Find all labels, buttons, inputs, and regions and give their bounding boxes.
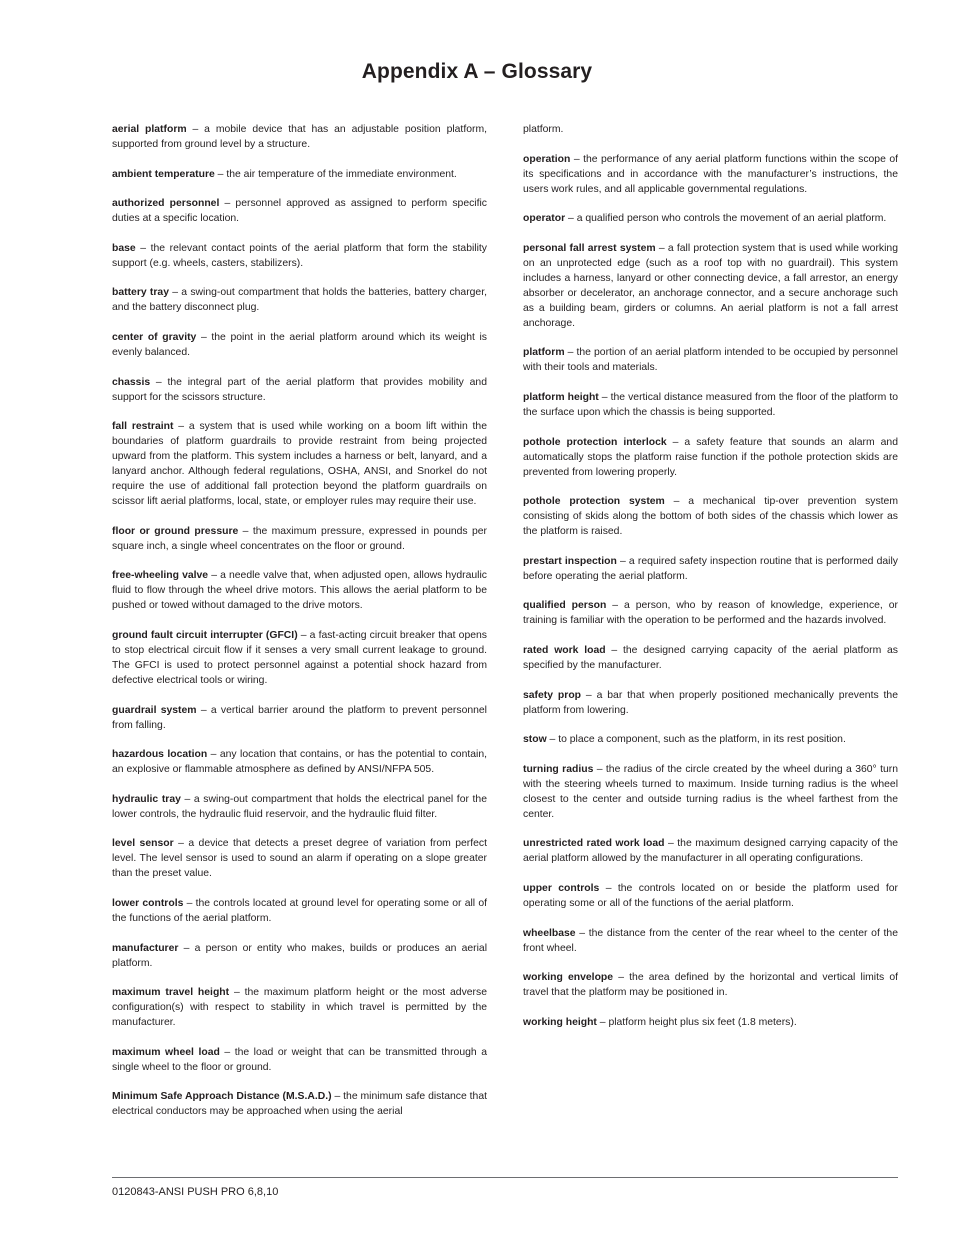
glossary-term: free-wheeling valve: [112, 570, 209, 582]
glossary-entry: [523, 732, 898, 747]
glossary-term: unrestricted rated work load: [523, 838, 665, 850]
glossary-entry: [523, 435, 898, 480]
glossary-entry: [112, 1045, 487, 1075]
glossary-definition: – the air temperature of the immediate environment.: [214, 168, 457, 180]
glossary-term: aerial platform: [112, 124, 187, 135]
glossary-entry: [112, 419, 487, 509]
glossary-entry: [523, 1015, 898, 1030]
glossary-definition: – the integral part of the aerial platform that provides mobility and support for the scissors structure.: [112, 376, 487, 403]
glossary-term: stow: [523, 734, 547, 746]
glossary-definition: – a qualified person who controls the movement of an aerial platform.: [565, 213, 887, 225]
glossary-entry: [112, 122, 487, 152]
glossary-term: safety prop: [523, 689, 582, 701]
glossary-term: fall restraint: [112, 421, 174, 433]
glossary-entry: [112, 703, 487, 733]
glossary-term: hazardous location: [112, 749, 208, 761]
glossary-definition: – a device that detects a preset degree of variation from perfect level. The level sensor is used to sound an alarm if operating on a slope greater than the preset value.: [112, 838, 487, 880]
glossary-definition: – the performance of any aerial platform functions within the scope of its specifications and in accordance with the manufacturer’s instructions, the users work rules, and all applicable governmental regulations.: [523, 153, 898, 195]
glossary-term: working envelope: [523, 972, 614, 984]
glossary-definition: – a required safety inspection routine that is performed daily before operating the aerial platform.: [523, 555, 898, 582]
glossary-entry: [523, 762, 898, 822]
glossary-term: level sensor: [112, 838, 174, 850]
glossary-definition: – the load or weight that can be transmitted through a single wheel to the floor or ground.: [112, 1046, 487, 1073]
glossary-term: authorized personnel: [112, 198, 220, 210]
glossary-term: guardrail system: [112, 704, 197, 716]
glossary-entry: [523, 643, 898, 673]
glossary-term: Minimum Safe Approach Distance (M.S.A.D.): [112, 1091, 332, 1103]
glossary-entry: [523, 970, 898, 1000]
glossary-definition: – the relevant contact points of the aerial platform that form the stability support (e.g. wheels, casters, stabilizers).: [112, 242, 487, 269]
glossary-term: platform: [523, 347, 565, 359]
glossary-term: pothole protection system: [523, 496, 665, 508]
glossary-definition: – the controls located on or beside the platform used for operating some or all of the functions of the aerial platform.: [523, 882, 899, 909]
glossary-entry: [112, 792, 487, 822]
footer-document-id: 0120843-ANSI PUSH PRO 6,8,10: [112, 1186, 279, 1198]
glossary-entry: [112, 836, 487, 881]
glossary-term: manufacturer: [112, 942, 179, 954]
glossary-entry: [523, 926, 898, 956]
glossary-term: lower controls: [112, 897, 184, 909]
glossary-term: base: [112, 242, 136, 254]
glossary-entry: [112, 196, 487, 226]
glossary-term: upper controls: [523, 882, 600, 894]
glossary-entry: [112, 1089, 487, 1119]
glossary-definition: – the designed carrying capacity of the aerial platform as specified by the manufacturer.: [523, 644, 899, 671]
glossary-definition: – the maximum platform height or the most adverse configuration(s) with respect to stability in which travel is permitted by the manufacturer.: [112, 987, 487, 1029]
glossary-definition: – a safety feature that sounds an alarm and automatically stops the platform raise function if the pothole protection skids are prevented from lowering properly.: [523, 436, 898, 478]
glossary-term: prestart inspection: [523, 555, 617, 567]
glossary-definition: – a bar that when properly positioned mechanically prevents the platform from lowering.: [523, 689, 898, 716]
glossary-definition: – the minimum safe distance that electrical conductors may be approached when using the aerial: [112, 1091, 488, 1118]
glossary-term: turning radius: [523, 763, 594, 775]
glossary-term: hydraulic tray: [112, 793, 181, 805]
glossary-entry: [523, 390, 898, 420]
glossary-definition: – the portion of an aerial platform intended to be occupied by personnel with their tools and materials.: [523, 347, 898, 374]
footer-divider: [112, 1177, 898, 1178]
glossary-term: operator: [523, 213, 566, 225]
glossary-definition: – a swing-out compartment that holds the batteries, battery charger, and the battery disconnect plug.: [112, 287, 487, 314]
glossary-term: wheelbase: [523, 927, 576, 939]
glossary-entry: [523, 345, 898, 375]
glossary-definition: – the controls located at ground level for operating some or all of the functions of the aerial platform.: [112, 897, 487, 924]
glossary-definition: – the maximum designed carrying capacity of the aerial platform allowed by the manufacturer in all operating configurations.: [523, 838, 898, 865]
glossary-term: personal fall arrest system: [523, 242, 656, 254]
glossary-term: qualified person: [523, 600, 607, 612]
glossary-term: chassis: [112, 376, 151, 388]
glossary-definition: – the distance from the center of the rear wheel to the center of the front wheel.: [523, 927, 898, 954]
glossary-entry: [523, 836, 898, 866]
glossary-definition: – a system that is used while working on a boom lift within the boundaries of platform guardrails to provide restraint from being projected upward from the platform. This system includes a harness or belt, lanyard, and a lanyard anchor. Although federal regulations, OSHA, ANSI, and Snorkel do not require the use of additional fall protection beyond the platform guardrails on scissor lift aerial platforms, local, state, or employer rules may require their use.: [112, 421, 487, 508]
glossary-definition: – the point in the aerial platform around which its weight is evenly balanced.: [112, 331, 488, 358]
glossary-definition: – the radius of the circle created by the wheel during a 360° turn with the steering wheels turned to maximum. Inside turning radius is the wheel closest to the center and outside turning radius is the wheel farthest from the center.: [523, 763, 898, 820]
glossary-definition: – a person or entity who makes, builds or produces an aerial platform.: [112, 942, 487, 969]
glossary-definition: – a mobile device that has an adjustable position platform, supported from ground level by a structure.: [112, 124, 487, 150]
page-title: Appendix A – Glossary: [361, 60, 593, 83]
glossary-entry: [523, 152, 898, 197]
glossary-term: maximum wheel load: [112, 1046, 220, 1058]
glossary-definition: – a fast-acting circuit breaker that opens to stop electrical circuit flow if it senses a very small current leakage to ground. The GFCI is used to protect personnel against a potential shock hazard from defective electrical tools or wiring.: [112, 629, 487, 686]
glossary-definition: – a person, who by reason of knowledge, experience, or training is familiar with the operation to be performed and the hazards involved.: [523, 600, 898, 627]
glossary-term: operation: [523, 153, 571, 165]
glossary-entry: [523, 241, 898, 331]
glossary-term: pothole protection interlock: [523, 436, 667, 448]
glossary-entry: [523, 881, 898, 911]
glossary-entry: [112, 330, 487, 360]
glossary-definition: – personnel approved as assigned to perform specific duties at a specific location.: [112, 198, 487, 225]
glossary-definition: – a needle valve that, when adjusted open, allows hydraulic fluid to flow through the wheel drive motors. This allows the aerial platform to be pushed or towed without damaged to the drive motors.: [112, 570, 487, 612]
glossary-definition: – the maximum pressure, expressed in pounds per square inch, a single wheel concentrates on the floor or ground.: [112, 525, 487, 552]
glossary-definition: – a fall protection system that is used while working on an unprotected edge (such as a roof top with no guardrail). This system includes a harness, lanyard or other connecting device, a fall arrestor, an energy absorber or decelerator, an anchorage connector, and a secure anchorage such as a building beam, girders or columns. An aerial platform is not a fall arrest anchorage.: [523, 242, 898, 329]
glossary-definition: – a mechanical tip-over prevention system consisting of skids along the bottom of both sides of the chassis which lower as the platform is raised.: [523, 496, 898, 538]
glossary-entry: [112, 985, 487, 1030]
glossary-entry: [112, 568, 487, 613]
glossary-entry: [112, 285, 487, 315]
glossary-entry: [523, 211, 898, 226]
glossary-entry: [112, 896, 487, 926]
glossary-entry: [112, 524, 487, 554]
glossary-entry: [112, 941, 487, 971]
glossary-term: battery tray: [112, 287, 169, 299]
glossary-definition: – a swing-out compartment that holds the electrical panel for the lower controls, the hydraulic fluid reservoir, and the hydraulic fluid filter.: [112, 793, 487, 820]
glossary-definition: – platform height plus six feet (1.8 meters).: [596, 1016, 797, 1028]
glossary-term: floor or ground pressure: [112, 525, 239, 537]
glossary-term: working height: [523, 1016, 597, 1028]
glossary-entry: [523, 494, 898, 539]
glossary-entry: [112, 241, 487, 271]
glossary-entry: [523, 688, 898, 718]
glossary-entry: [523, 122, 898, 137]
glossary-term: ground fault circuit interrupter (GFCI): [112, 629, 298, 641]
glossary-right-column: [523, 122, 898, 1044]
glossary-term: rated work load: [523, 644, 606, 656]
glossary-entry: [112, 167, 487, 182]
glossary-entry: [523, 554, 898, 584]
glossary-term: maximum travel height: [112, 987, 230, 999]
glossary-entry: [523, 598, 898, 628]
glossary-definition: – the vertical distance measured from the floor of the platform to the surface upon which the chassis is being supported.: [523, 391, 898, 418]
glossary-definition: – a vertical barrier around the platform to prevent personnel from falling.: [112, 704, 487, 731]
glossary-left-column: [112, 122, 487, 1134]
glossary-term: platform height: [523, 391, 599, 403]
glossary-term: center of gravity: [112, 331, 197, 343]
glossary-term: ambient temperature: [112, 168, 215, 180]
glossary-definition: – the area defined by the horizontal and vertical limits of travel that the platform may be positioned in.: [523, 972, 898, 999]
glossary-entry: [112, 628, 487, 688]
glossary-definition: – to place a component, such as the platform, in its rest position.: [546, 734, 846, 746]
glossary-entry: [112, 747, 487, 777]
glossary-definition: platform.: [523, 124, 564, 135]
glossary-entry: [112, 375, 487, 405]
glossary-definition: – any location that contains, or has the potential to contain, an explosive or flammable atmosphere as defined by ANSI/NFPA 505.: [112, 749, 487, 776]
